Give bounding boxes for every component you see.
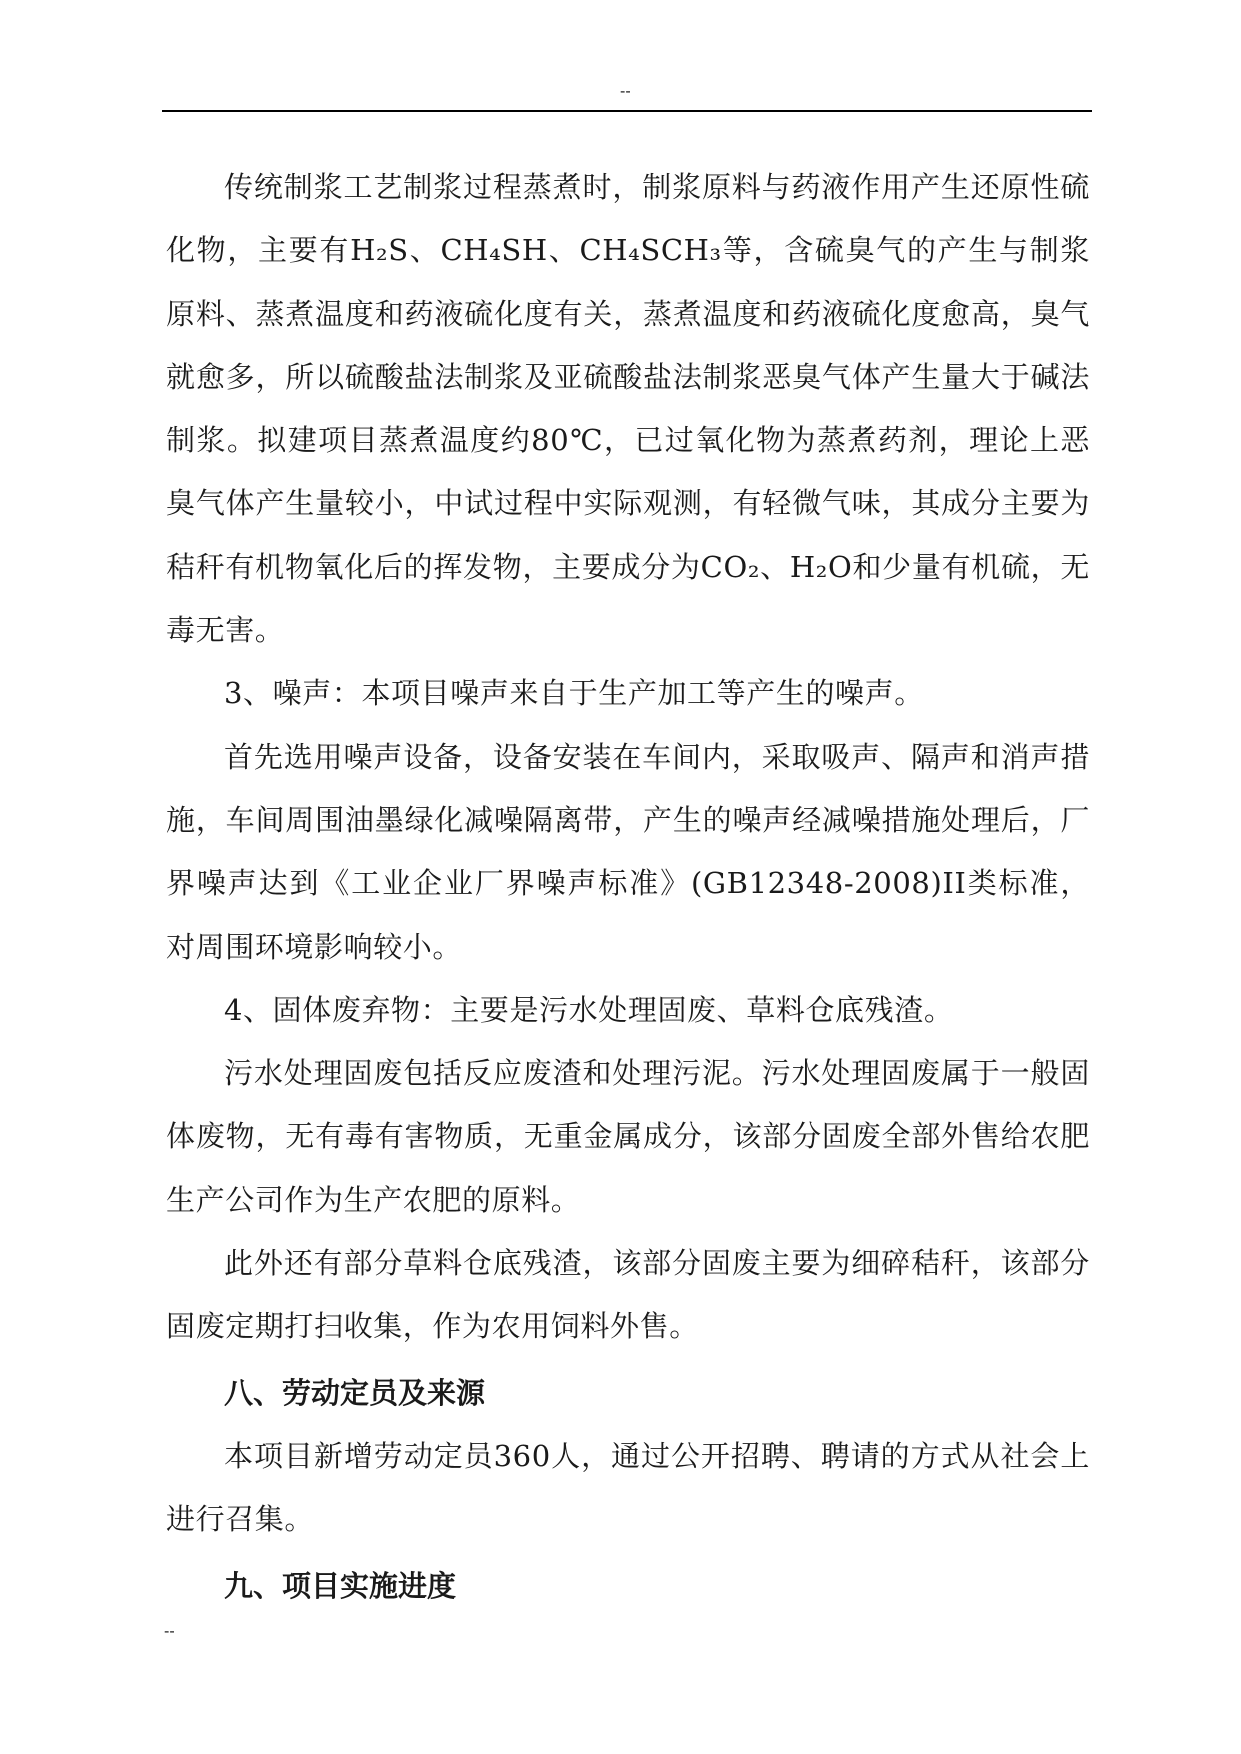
paragraph-sewage-waste: 污水处理固废包括反应废渣和处理污泥。污水处理固废属于一般固体废物，无有毒有害物质，无重金属成分，该部分固废全部外售给农肥生产公司作为生产农肥的原料。 xyxy=(166,1056,1090,1217)
paragraph-straw-residue: 此外还有部分草料仓底残渣，该部分固废主要为细碎秸秆，该部分固废定期打扫收集，作为农用饲料外售。 xyxy=(166,1246,1090,1344)
section-heading-staffing: 八、劳动定员及来源 xyxy=(224,1375,486,1410)
paragraph-noise-measures: 首先选用噪声设备，设备安装在车间内，采取吸声、隔声和消声措施，车间周围油墨绿化减噪隔离带，产生的噪声经减噪措施处理后，厂界噪声达到《工业企业厂界噪声标准》(GB12348-2008)II类标准，对周围环境影响较小。 xyxy=(166,739,1090,964)
paragraph-solid-waste-intro: 4、固体废弃物：主要是污水处理固废、草料仓底残渣。 xyxy=(224,992,954,1027)
paragraph-staffing: 本项目新增劳动定员360人，通过公开招聘、聘请的方式从社会上进行召集。 xyxy=(166,1438,1090,1537)
section-heading-schedule: 九、项目实施进度 xyxy=(224,1568,457,1603)
footer-mark: -- xyxy=(164,1623,175,1640)
paragraph-noise-intro: 3、噪声：本项目噪声来自于生产加工等产生的噪声。 xyxy=(224,676,924,711)
header-divider xyxy=(162,110,1092,112)
header-mark: -- xyxy=(620,83,631,100)
paragraph-odor: 传统制浆工艺制浆过程蒸煮时，制浆原料与药液作用产生还原性硫化物，主要有H₂S、CH₄SH、CH₄SCH₃等，含硫臭气的产生与制浆原料、蒸煮温度和药液硫化度有关，蒸煮温度和药液硫化度愈高，臭气就愈多，所以硫酸盐法制浆及亚硫酸盐法制浆恶臭气体产生量大于碱法制浆。拟建项目蒸煮温度约80℃，已过氧化物为蒸煮药剂，理论上恶臭气体产生量较小，中试过程中实际观测，有轻微气味，其成分主要为秸秆有机物氧化后的挥发物，主要成分为CO₂、H₂O和少量有机硫，无毒无害。 xyxy=(166,170,1090,648)
document-body xyxy=(166,156,1090,1618)
